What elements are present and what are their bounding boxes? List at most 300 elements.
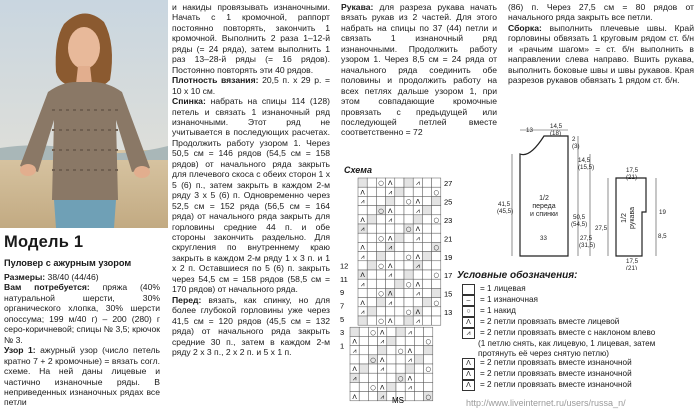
schema-upper-cell xyxy=(376,307,385,316)
schema-lower-symbol: Λ xyxy=(379,383,385,392)
schema-upper-symbol: ⩘ xyxy=(415,317,420,326)
schema-upper-cell xyxy=(432,233,441,242)
dim-50-5: 50,5 xyxy=(573,214,586,221)
schema-lower-cell xyxy=(396,336,405,345)
dim-14-5b: 14,5 xyxy=(578,157,591,164)
schema-upper-symbol: ○ xyxy=(405,252,412,261)
schema-lower-symbol: ⩘ xyxy=(380,337,385,346)
schema-upper-cell xyxy=(422,187,431,196)
schema-upper-cell xyxy=(395,233,404,242)
schema-upper-symbol: ○ xyxy=(433,188,440,197)
schema-upper-symbol: Λ xyxy=(387,179,393,188)
schema-upper-symbol: ○ xyxy=(405,280,412,289)
schema-upper-cell xyxy=(367,178,376,187)
schema-row-label: 3 xyxy=(340,328,345,338)
schema-lower-cell xyxy=(387,336,396,345)
model-title: Модель 1 xyxy=(4,233,84,251)
text-column-3 xyxy=(341,2,497,138)
schema-upper-cell xyxy=(367,196,376,205)
schema-lower-cell xyxy=(387,364,396,373)
legend-text: = 2 петли провязать вместе с наклоном влево xyxy=(480,328,656,337)
dim-3: (3) xyxy=(572,143,580,150)
schema-lower-symbol: ○ xyxy=(425,365,432,374)
dim-41-5: 41,5 xyxy=(498,201,511,208)
schema-lower-symbol: Λ xyxy=(352,392,357,401)
schema-lower-cell xyxy=(378,346,387,355)
schema-lower-cell xyxy=(368,364,377,373)
legend-text: = 2 петли провязать вместе лицевой xyxy=(480,317,620,326)
schema-row-label: 19 xyxy=(444,252,452,262)
schema-lower-symbol: ⩘ xyxy=(407,383,412,392)
legend-symbol-icon: Λ xyxy=(462,369,475,380)
legend xyxy=(454,270,694,391)
schema-row-label: 5 xyxy=(340,314,345,324)
schema-upper-cell xyxy=(386,224,395,233)
schema-upper-cell xyxy=(395,270,404,279)
schema-lower-cell xyxy=(387,327,396,336)
schema-upper-cell xyxy=(395,298,404,307)
schema-upper-cell xyxy=(386,307,395,316)
schema-upper-symbol: ⩘ xyxy=(360,225,365,234)
schema-upper-cell xyxy=(422,298,431,307)
legend-item xyxy=(454,317,694,328)
legend-text: = 1 лицевая xyxy=(480,284,526,293)
sleeve-label: Рукава: xyxy=(341,2,374,12)
schema-upper-cell xyxy=(404,288,413,297)
schema-upper-symbol: ○ xyxy=(378,179,384,188)
schema-lower-cell xyxy=(359,346,368,355)
schema-upper-cell xyxy=(358,233,367,242)
schema-upper-cell xyxy=(367,279,376,288)
density-label: Плотность вязания: xyxy=(172,75,259,86)
schema-upper-cell xyxy=(367,215,376,224)
legend-item xyxy=(454,328,694,339)
schema-lower-symbol: Λ xyxy=(379,356,385,364)
dim-19: 19 xyxy=(659,209,666,216)
schema-upper-symbol: ⩘ xyxy=(415,179,420,188)
schema-upper-cell xyxy=(395,316,404,325)
dim-2: 2 xyxy=(572,136,576,143)
schema-upper-cell xyxy=(376,196,385,205)
schema-lower-cell xyxy=(405,392,414,401)
schema-upper-symbol: ○ xyxy=(433,243,440,252)
schema-upper-cell xyxy=(395,196,404,205)
schema-upper-cell xyxy=(432,279,441,288)
schema-upper-symbol: ⩘ xyxy=(388,298,393,307)
schema-row-label: 1 xyxy=(340,341,345,351)
schema-lower-cell xyxy=(405,364,414,373)
schema-upper-symbol: ⩘ xyxy=(388,271,393,280)
schema-upper-cell xyxy=(432,224,441,233)
schema-upper-symbol: Λ xyxy=(415,280,421,289)
legend-text: = 2 петли провязать вместе изнаночной xyxy=(480,358,632,368)
schema-upper-cell xyxy=(404,270,413,279)
schema-lower-cell xyxy=(387,346,396,355)
schema-row-label: 21 xyxy=(444,234,452,244)
schema-upper-cell xyxy=(432,178,441,187)
legend-title: Условные обозначения: xyxy=(457,270,578,281)
schema-upper-symbol: Λ xyxy=(415,225,421,234)
back-label: Спинка: xyxy=(172,96,206,107)
schema-row-label: 23 xyxy=(444,216,452,225)
schema-upper-symbol: ⩘ xyxy=(360,280,365,289)
schema-lower-cell xyxy=(424,382,433,391)
schema-row-label: 9 xyxy=(340,288,345,298)
schema-upper-cell xyxy=(413,187,422,196)
sleeve-piece-label: 1/2рукава xyxy=(621,207,636,229)
schema-lower-cell xyxy=(387,355,396,364)
schema-lower-cell xyxy=(359,392,368,401)
schema-upper-cell xyxy=(404,233,413,242)
schema-upper-cell xyxy=(422,224,431,233)
schema-upper-cell xyxy=(376,270,385,279)
schema-upper-symbol: ⩘ xyxy=(415,234,420,243)
schema-row-label: 7 xyxy=(340,301,345,311)
dim-21: (21) xyxy=(626,174,638,181)
schema-lower-cell xyxy=(378,373,387,382)
legend-item xyxy=(454,295,694,306)
schema-lower-symbol: ○ xyxy=(370,328,376,337)
schema-upper-cell xyxy=(395,215,404,224)
legend-symbol-icon xyxy=(462,339,473,348)
dim-15-5: (15,5) xyxy=(578,164,595,171)
schema-upper-cell xyxy=(404,261,413,270)
legend-text: = 2 петли провязать вместе изнаночной xyxy=(480,380,632,390)
schema-upper-symbol: ○ xyxy=(378,234,384,243)
schema-upper-symbol: ⩘ xyxy=(415,206,420,215)
schema-upper-cell xyxy=(367,224,376,233)
schema-upper-symbol: Λ xyxy=(415,308,421,316)
dim-27-5: 27,5 xyxy=(580,235,593,242)
schema-upper-cell xyxy=(376,252,385,261)
legend-symbol-icon: ⩘ xyxy=(462,328,475,339)
schema-row-label: 25 xyxy=(444,197,452,207)
schema-upper-symbol: Λ xyxy=(387,234,393,243)
schema-upper-cell xyxy=(422,215,431,224)
schema-lower-cell xyxy=(414,346,423,355)
pattern-diagram xyxy=(492,120,697,270)
legend-item xyxy=(454,339,694,358)
schema-upper-cell xyxy=(422,270,431,279)
sizes-label: Размеры: xyxy=(4,272,46,282)
schema-lower-symbol: ⩘ xyxy=(380,392,385,401)
schema-upper-cell xyxy=(432,196,441,205)
legend-text: = 1 накид xyxy=(480,306,516,315)
legend-text: = 2 петли провязать вместе изнаночной xyxy=(480,369,632,379)
schema-upper-symbol: Λ xyxy=(415,197,421,206)
schema-lower-cell xyxy=(414,336,423,345)
schema-row-label: 27 xyxy=(444,179,452,189)
schema-upper-symbol: ⩘ xyxy=(360,308,365,316)
schema-upper-symbol: Λ xyxy=(360,243,365,252)
schema-upper-cell xyxy=(422,279,431,288)
text-column-4 xyxy=(508,2,694,86)
ms-label: MS xyxy=(392,396,404,405)
schema-upper-symbol: Λ xyxy=(415,252,421,261)
schema-lower-symbol: Λ xyxy=(407,346,413,355)
schema-upper-cell xyxy=(386,196,395,205)
schema-upper-symbol: ⩘ xyxy=(388,188,393,197)
schema-upper-cell xyxy=(422,252,431,261)
legend-item xyxy=(454,369,694,380)
schema-upper-cell xyxy=(386,252,395,261)
schema-lower-cell xyxy=(424,373,433,382)
schema-lower-cell xyxy=(414,392,423,401)
schema-upper-cell xyxy=(413,215,422,224)
schema-upper-cell xyxy=(376,279,385,288)
dim-8-5: 8,5 xyxy=(658,233,667,240)
schema-upper-cell xyxy=(404,298,413,307)
schema-upper-cell xyxy=(395,206,404,215)
assembly-value: выполнить плечевые швы. Край горловины обвязать 1 круговым рядом ст. б/н и «рачьим шагом» = ст. б/н выполнить в направлении слева направо. Вшить рукава, выполнить боковые швы и швы рукавов. Края разрезов рукавов обвязать 1 рядом ст. б/н. xyxy=(508,22,694,86)
schema-upper-cell xyxy=(404,242,413,251)
schema-upper-cell xyxy=(413,242,422,251)
schema-lower-cell xyxy=(359,382,368,391)
schema-upper-cell xyxy=(367,270,376,279)
density-value: 20,5 п. х 29 р. = 10 х 10 см. xyxy=(172,75,330,96)
schema-upper-cell xyxy=(386,279,395,288)
schema-upper-cell xyxy=(395,252,404,261)
schema-upper-cell xyxy=(367,307,376,316)
schema-upper-cell xyxy=(404,187,413,196)
schema-upper-cell xyxy=(376,298,385,307)
schema-upper-cell xyxy=(358,288,367,297)
legend-text: (1 петлю снять, как лицевую, 1 лицевая, затем протянуть её через снятую петлю) xyxy=(478,339,656,358)
schema-lower-symbol: ○ xyxy=(425,337,432,346)
schema-upper-cell xyxy=(395,178,404,187)
schema-upper-cell xyxy=(432,206,441,215)
schema-upper-cell xyxy=(395,187,404,196)
schema-upper-symbol: ○ xyxy=(405,225,412,234)
body-piece-label: 1/2 переда и спинки xyxy=(530,195,558,218)
schema-upper-cell xyxy=(367,252,376,261)
schema-lower-cell xyxy=(368,346,377,355)
schema-upper-cell xyxy=(367,206,376,215)
schema-upper-cell xyxy=(422,261,431,270)
legend-symbol-icon: Λ xyxy=(462,380,475,391)
schema-upper-cell xyxy=(358,261,367,270)
schema-lower-cell xyxy=(396,327,405,336)
schema-upper-cell xyxy=(376,187,385,196)
schema-lower-cell xyxy=(424,355,433,364)
schema-upper-symbol: Λ xyxy=(360,188,365,197)
schema-upper-cell xyxy=(432,252,441,261)
schema-row-label: 15 xyxy=(444,289,452,299)
schema-row-label: 13 xyxy=(444,308,452,317)
schema-lower-cell xyxy=(359,327,368,336)
watermark: http://www.liveinternet.ru/users/russa_n/ xyxy=(466,398,626,408)
schema-upper-cell xyxy=(422,178,431,187)
legend-symbol-icon: Λ xyxy=(462,317,475,328)
schema-lower-cell xyxy=(405,336,414,345)
legend-symbol-icon: Λ xyxy=(462,358,475,369)
schema-upper-cell xyxy=(422,288,431,297)
schema-lower-cell xyxy=(414,382,423,391)
legend-item xyxy=(454,380,694,391)
schema-upper-cell xyxy=(358,206,367,215)
schema-upper-symbol: Λ xyxy=(387,289,393,298)
schema-lower-cell xyxy=(368,392,377,401)
dim-17-5b: 17,5 xyxy=(626,258,639,265)
schema-upper-symbol: ○ xyxy=(378,317,384,326)
schema-lower-cell xyxy=(396,364,405,373)
text-column-2 xyxy=(172,2,330,357)
schema-upper-cell xyxy=(395,307,404,316)
schema-lower-cell xyxy=(414,364,423,373)
schema-lower-cell xyxy=(424,346,433,355)
schema-upper-symbol: ○ xyxy=(378,262,384,270)
schema-lower-symbol: ⩘ xyxy=(352,346,357,355)
pattern1-label: Узор 1: xyxy=(4,345,36,356)
schema-lower-cell xyxy=(387,373,396,382)
schema-lower-cell xyxy=(387,382,396,391)
schema-upper-cell xyxy=(358,316,367,325)
schema-upper-cell xyxy=(376,224,385,233)
schema-upper-symbol: Λ xyxy=(387,206,393,215)
schema-lower-cell xyxy=(424,327,433,336)
schema-upper-symbol: ○ xyxy=(433,271,440,280)
back-value: набрать на спицы 114 (128) петель и связать 1 изнаночный ряд изнаночными. Этот ряд не учитывается в последующих расчетах. Продолжить работу узором 1. Через 50,5 см = 146 рядов (54,5 см = 158 рядов) от начального ряда закрыть для плечевого скоса с обеих сторон 1 х 5 (6) п., затем закрыть в каждом 2-м ряду 3 х 5 (6) п. Одновременно через 52,5 см = 152 ряда (56,5 см = 164 ряда) от начального ряда закрыть для горловины средние 44 п. и обе стороны закончить раздельно. Для скругления по внутреннему краю закрыть в каждом 2-м ряду 1 х 3 п. и 1 х 2 п. Оставшиеся по 5 (6) п. закрыть через 54,5 см = 158 рядов (58,5 см = 170 рядов) от начального ряда. xyxy=(172,96,330,295)
text-column-1 xyxy=(4,272,160,408)
schema-lower-cell xyxy=(414,373,423,382)
schema-upper-symbol: Λ xyxy=(387,262,393,270)
schema-lower-cell xyxy=(350,327,359,336)
schema-title: Схема xyxy=(344,165,372,175)
pattern1-value: ажурный узор (число петель кратно 7 + 2 кромочные) = вязать согл. схеме. На ней даны лицевые и частично изнаночные ряды. В неприведенных изнаночных рядах все петли xyxy=(4,345,160,408)
schema-lower-symbol: ○ xyxy=(425,392,432,401)
legend-symbol-icon: ○ xyxy=(462,306,475,317)
schema-upper-symbol: Λ xyxy=(387,317,393,326)
schema-lower-cell xyxy=(368,373,377,382)
schema-upper-symbol: Λ xyxy=(360,298,365,307)
schema-upper-symbol: ⩘ xyxy=(415,289,420,298)
schema-upper-cell xyxy=(395,242,404,251)
dim-14-5: 14,5 xyxy=(550,123,563,130)
schema-upper-cell xyxy=(367,288,376,297)
sizes-value: 38/40 (44/46) xyxy=(45,272,99,282)
schema-upper-cell xyxy=(404,316,413,325)
schema-upper-cell xyxy=(358,178,367,187)
dim-31-5: (31,5) xyxy=(579,242,596,249)
schema-upper-cell xyxy=(422,206,431,215)
schema-lower-cell xyxy=(359,355,368,364)
schema-upper-symbol: ○ xyxy=(433,216,440,224)
schema-upper-cell xyxy=(376,215,385,224)
schema-upper-symbol: Λ xyxy=(360,271,365,280)
schema-lower-symbol: ⩘ xyxy=(380,365,385,374)
schema-upper-symbol: ○ xyxy=(405,197,412,206)
schema-lower-symbol: ○ xyxy=(370,356,376,364)
legend-symbol-icon: – xyxy=(462,295,475,306)
schema-lower-cell xyxy=(396,382,405,391)
schema-lower-cell xyxy=(368,336,377,345)
schema-lower-cell xyxy=(359,364,368,373)
dim-13: 13 xyxy=(526,127,533,134)
schema-lower-symbol: ⩘ xyxy=(407,328,412,337)
schema-lower-cell xyxy=(414,327,423,336)
needs-value: пряжа (40% натуральной шерсти, 30% органического хлопка, 30% шерсти опоссума; 199 м/40 г) – 200 (280) г серо-коричневой; спицы № 3,5; крючок № 3. xyxy=(4,282,161,345)
schema-lower-cell xyxy=(414,355,423,364)
schema-lower-symbol: Λ xyxy=(352,365,357,374)
dim-17-5: 17,5 xyxy=(626,167,639,174)
dim-45-5: (45,5) xyxy=(497,208,514,215)
schema-upper-cell xyxy=(422,316,431,325)
schema-upper-cell xyxy=(404,215,413,224)
schema-upper-cell xyxy=(395,261,404,270)
schema-upper-cell xyxy=(395,288,404,297)
schema-chart xyxy=(340,174,452,406)
schema-upper-cell xyxy=(413,270,422,279)
dim-18: (18) xyxy=(550,130,562,137)
schema-upper-symbol: ○ xyxy=(378,289,384,298)
schema-upper-cell xyxy=(367,316,376,325)
schema-upper-cell xyxy=(432,316,441,325)
schema-lower-symbol: ○ xyxy=(397,374,404,383)
schema-lower-cell xyxy=(359,373,368,382)
schema-row-label: 12 xyxy=(340,261,349,271)
schema-upper-cell xyxy=(404,178,413,187)
sleeve-value: для разреза рукава начать вязать рукав из 2 частей. Для этого набрать на спицы по 37 (44) петли и связать 1 изнаночный ряд изнаночными. Продолжить работу узором 1. Через 8,5 см = 24 ряда от начального ряда соединить обе половины и продолжить работу на всех петлях дальше узором 1, при этом совпадающие кромочные провязать с предыдущей или последующей петлей вместе соответственно = 72 xyxy=(341,2,497,138)
dim-33: 33 xyxy=(540,235,547,242)
assembly-label: Сборка: xyxy=(508,22,542,33)
dim-54-5: (54,5) xyxy=(571,221,588,228)
schema-upper-cell xyxy=(422,242,431,251)
schema-lower-symbol: ⩘ xyxy=(407,356,412,364)
schema-upper-cell xyxy=(376,242,385,251)
schema-upper-symbol: ⩘ xyxy=(388,216,393,224)
schema-upper-cell xyxy=(432,261,441,270)
legend-item xyxy=(454,306,694,317)
model-photo xyxy=(0,0,168,228)
schema-lower-cell xyxy=(350,382,359,391)
needs-label: Вам потребуется: xyxy=(4,282,90,293)
schema-upper-cell xyxy=(422,307,431,316)
schema-upper-symbol: ⩘ xyxy=(360,252,365,261)
schema-lower-cell xyxy=(359,336,368,345)
schema-lower-symbol: ○ xyxy=(370,383,376,392)
schema-upper-cell xyxy=(367,261,376,270)
schema-upper-symbol: Λ xyxy=(360,216,365,224)
schema-row-label: 11 xyxy=(340,274,348,284)
schema-upper-cell xyxy=(367,187,376,196)
schema-upper-cell xyxy=(367,298,376,307)
col4-paragraph: (86) п. Через 27,5 см = 80 рядов от начального ряда закрыть все петли. xyxy=(508,2,694,23)
schema-upper-symbol: ⩘ xyxy=(360,197,365,206)
schema-upper-cell xyxy=(432,307,441,316)
legend-item xyxy=(454,284,694,295)
dim-27-5b: 27,5 xyxy=(595,225,608,232)
schema-row-label: 17 xyxy=(444,271,452,281)
schema-upper-symbol: ⩘ xyxy=(388,243,393,252)
schema-upper-symbol: ○ xyxy=(378,206,384,215)
front-value: вязать, как спинку, но для более глубокой горловины уже через 41,5 см = 120 рядов (45,5 см = 132 ряда) от начального ряда закрыть средние 30 п., затем в каждом 2-м ряду 2 х 3 п., 2 х 2 п. и 5 х 1 п. xyxy=(172,294,330,357)
schema-lower-cell xyxy=(396,355,405,364)
schema-upper-cell xyxy=(404,206,413,215)
legend-symbol-icon xyxy=(462,284,475,295)
schema-upper-cell xyxy=(422,233,431,242)
legend-item xyxy=(454,358,694,369)
schema-upper-cell xyxy=(413,298,422,307)
schema-upper-cell xyxy=(422,196,431,205)
front-label: Перед: xyxy=(172,294,202,305)
schema-upper-cell xyxy=(432,288,441,297)
schema-lower-symbol: ○ xyxy=(397,346,404,355)
schema-upper-cell xyxy=(395,279,404,288)
model-subtitle: Пуловер с ажурным узором xyxy=(4,258,132,268)
schema-upper-cell xyxy=(367,233,376,242)
legend-text: = 1 изнаночная xyxy=(480,295,538,304)
col2-paragraph: и накиды провязывать изнаночными. Начать с 1 кромочной, раппорт постоянно повторять, закончить 1 кромочной. Выполнить 2 раза 1–12-й ряды (= 24 ряда), затем выполнить 1 раз 13–28-й ряды (= 16 рядов). Постоянно повторять эти 40 рядов. xyxy=(172,2,330,75)
